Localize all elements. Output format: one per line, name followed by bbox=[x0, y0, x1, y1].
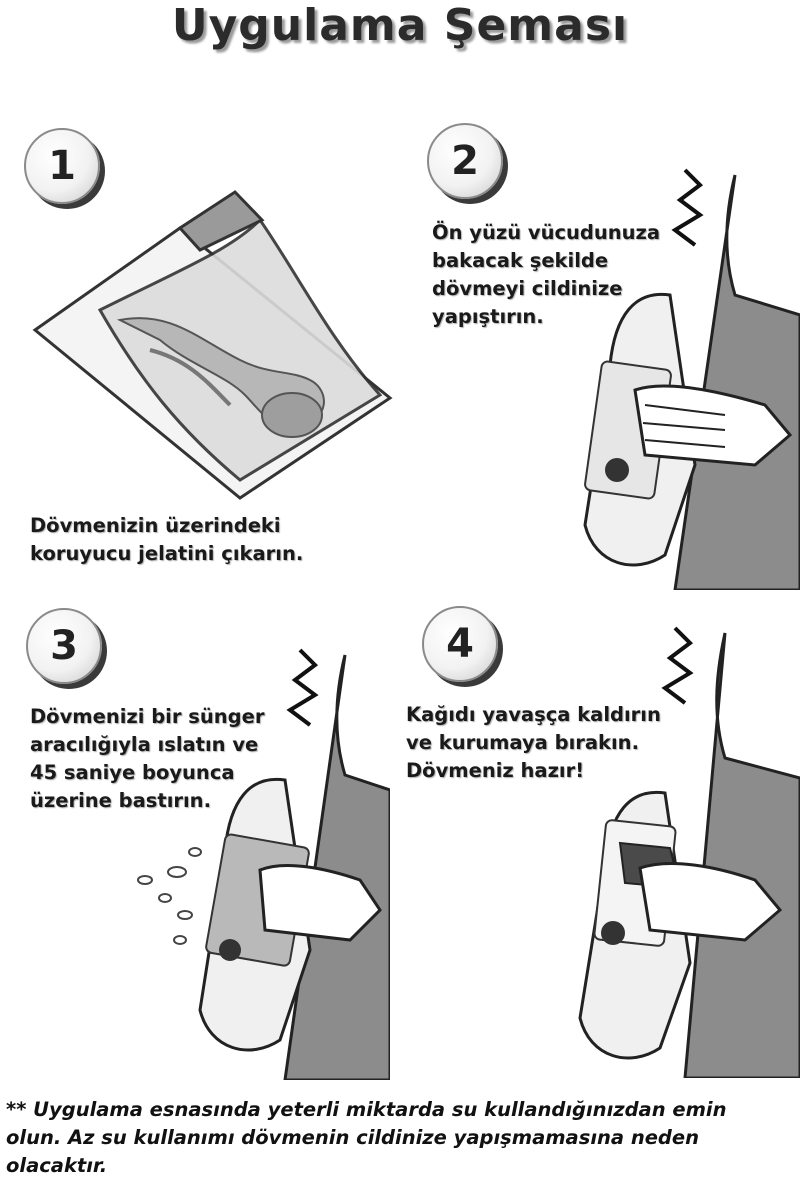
wet-sponge-on-arm-illustration bbox=[135, 640, 390, 1080]
peel-paper-from-arm-illustration bbox=[565, 618, 800, 1078]
step-1-number: 1 bbox=[48, 143, 76, 189]
step-2-line: bakacak şekilde bbox=[432, 249, 609, 272]
step-1-line: koruyucu jelatini çıkarın. bbox=[30, 542, 304, 565]
step-3-line: aracılığıyla ıslatın ve bbox=[30, 733, 259, 756]
step-2-number: 2 bbox=[451, 138, 479, 184]
step-3-line: üzerine bastırın. bbox=[30, 789, 211, 812]
usage-note bbox=[6, 1096, 796, 1180]
step-3-number: 3 bbox=[50, 623, 78, 669]
step-3-line: Dövmenizi bir sünger bbox=[30, 705, 265, 728]
step-2-line: dövmeyi cildinize bbox=[432, 277, 623, 300]
page-title: Uygulama Şeması bbox=[171, 0, 629, 51]
tattoo-sheet-peel-illustration bbox=[30, 180, 400, 500]
step-3-number-badge bbox=[26, 608, 102, 684]
step-1-instructions bbox=[30, 512, 303, 568]
step-4-number-badge bbox=[422, 606, 498, 682]
step-4-line: Kağıdı yavaşça kaldırın bbox=[406, 703, 661, 726]
step-3-line: 45 saniye boyunca bbox=[30, 761, 235, 784]
step-2-line: Ön yüzü vücudunuza bbox=[432, 221, 661, 244]
step-2-number-badge bbox=[427, 123, 503, 199]
step-1-line: Dövmenizin üzerindeki bbox=[30, 514, 281, 537]
step-4-line: Dövmeniz hazır! bbox=[406, 759, 585, 782]
apply-tattoo-to-arm-illustration bbox=[575, 165, 800, 590]
note-line: ** Uygulama esnasında yeterli miktarda su kullandığınızdan emin bbox=[6, 1098, 727, 1121]
note-line: olacaktır. bbox=[6, 1154, 108, 1177]
step-2-line: yapıştırın. bbox=[432, 305, 544, 328]
step-4-line: ve kurumaya bırakın. bbox=[406, 731, 639, 754]
step-4-number: 4 bbox=[446, 621, 474, 667]
note-line: olun. Az su kullanımı dövmenin cildinize yapışmamasına neden bbox=[6, 1126, 700, 1149]
